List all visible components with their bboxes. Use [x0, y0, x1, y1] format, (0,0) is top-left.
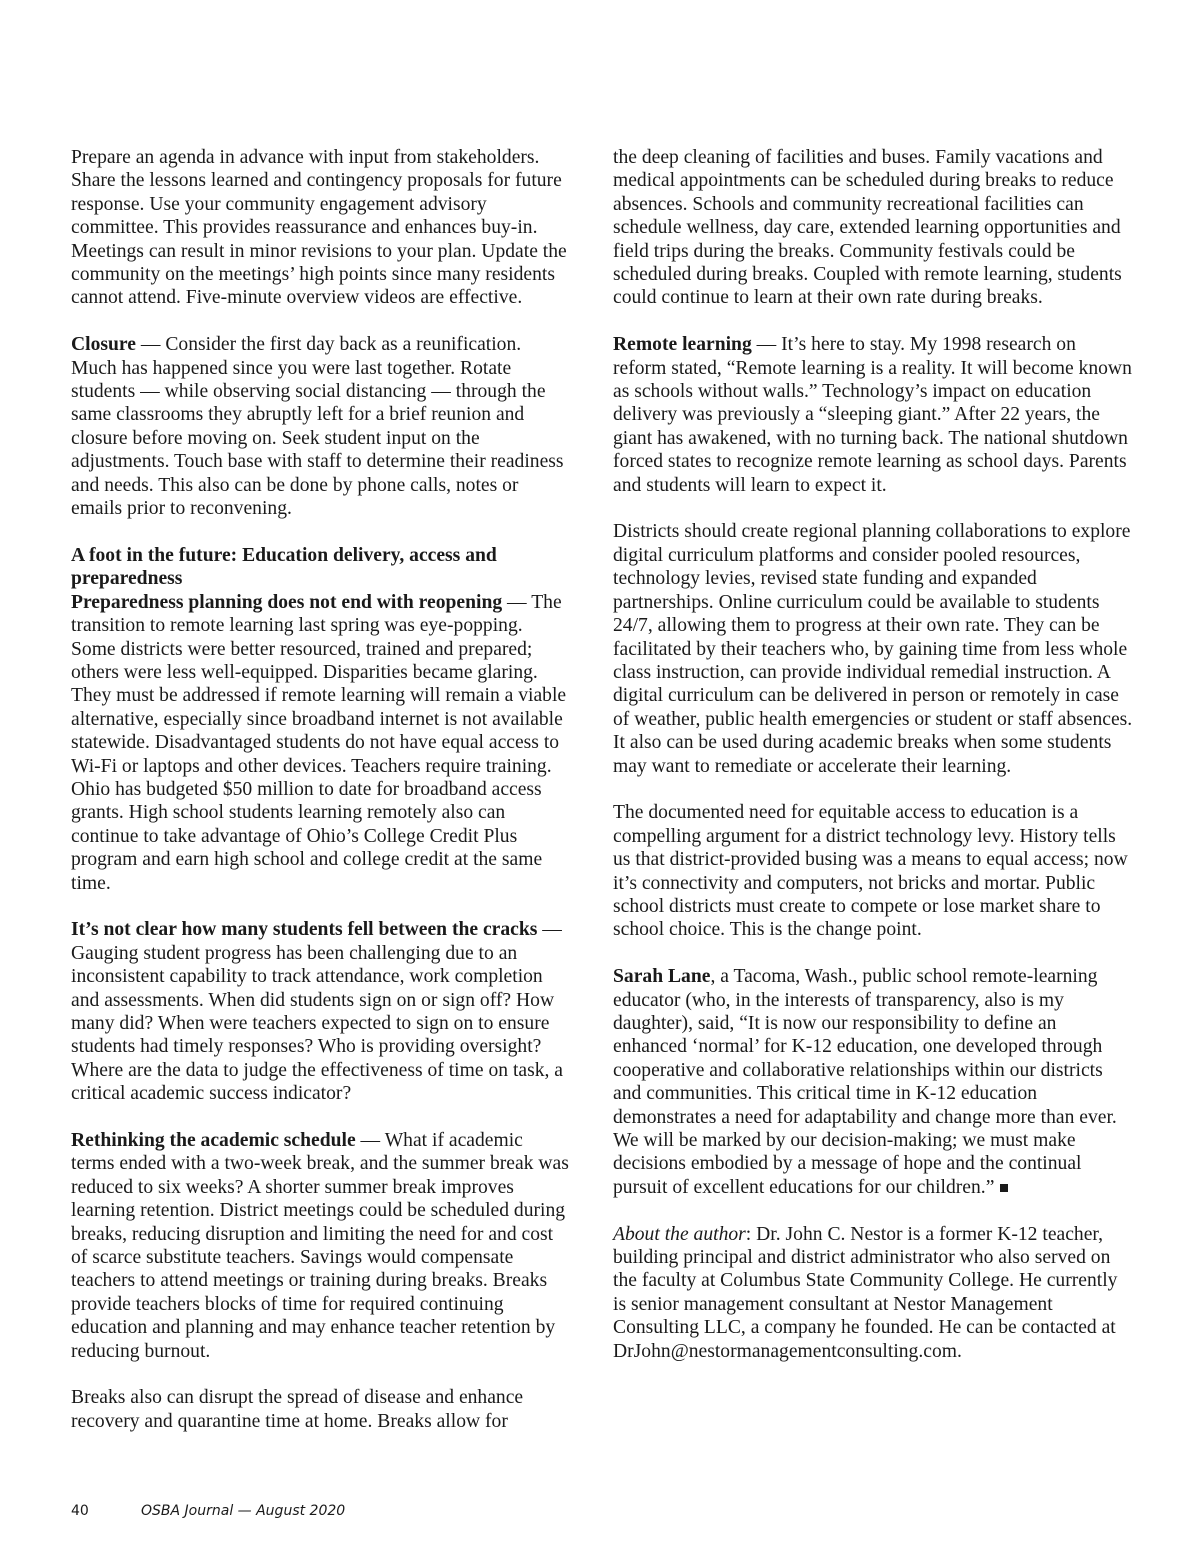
- breaks-paragraph: Breaks also can disrupt the spread of disease and enhance recovery and quarantine time at home. Breaks allow for: [71, 1387, 524, 1432]
- about-author-lead: About the author: [613, 1223, 746, 1245]
- sarah-lane-lead: Sarah Lane: [613, 966, 711, 988]
- districts-paragraph: Districts should create regional planning collaborations to explore digital curriculum platforms and consider pooled resources, technology levies, revised state funding and expanded partnerships. Online curriculum could be available to students 24/7, allowing them to progress at their own rate. They can be facilitated by their teachers who, by gaining time from less whole class instruction, can provide individual remedial instruction. A digital curriculum can be delivered in person or remotely in case of weather, public health emergencies or student or staff absences. It also can be used during academic breaks when some students may want to remediate or accelerate their learning.: [613, 521, 1133, 777]
- cracks-lead: It’s not clear how many students fell between the cracks: [71, 919, 538, 941]
- sarah-lane-paragraph: [613, 965, 1133, 1199]
- closure-paragraph: [71, 333, 571, 520]
- preparedness-paragraph: [71, 591, 571, 895]
- page-number: 40: [71, 1503, 89, 1519]
- sarah-lane-text: , a Tacoma, Wash., public school remote-learning educator (who, in the interests of transparency, also is my daughter), said, “It is now our responsibility to define an enhanced ‘normal’ for K-12 education, one developed through cooperative and collaborative relationships within our districts and communities. This critical time in K-12 education demonstrates a need for adaptability and change more than ever. We will be marked by our decision-making; we must make decisions embodied by a message of hope and the continual pursuit of excellent educations for our children.”: [613, 966, 1117, 1198]
- schedule-lead: Rethinking the academic schedule: [71, 1130, 356, 1151]
- schedule-text: — What if academic terms ended with a two-week break, and the summer break was reduced to six weeks? A shorter summer break improves learning retention. District meetings could be scheduled during breaks, reducing disruption and limiting the need for and cost of scarce substitute teachers. Savings would compensate teachers to attend meetings or training during breaks. Breaks provide teachers blocks of time for required continuing education and planning and may enhance teacher retention by reducing burnout.: [71, 1130, 569, 1362]
- about-author-text: : Dr. John C. Nestor is a former K-12 teacher, building principal and district administrator who also served on the faculty at Columbus State Community College. He currently is senior management consultant at Nestor Management Consulting LLC, a company he founded. He can be contacted at DrJohn@nestormanagementconsulting.com.: [613, 1223, 1118, 1362]
- facilities-paragraph: the deep cleaning of facilities and buses. Family vacations and medical appointments can be scheduled during breaks to reduce absences. Schools and community recreational facilities can schedule wellness, day care, extended learning opportunities and field trips during the breaks. Community festivals could be scheduled during breaks. Coupled with remote learning, students could continue to learn at their own rate during breaks.: [613, 147, 1122, 309]
- right-column: [613, 146, 1133, 1363]
- closure-text: — Consider the first day back as a reunification. Much has happened since you were last together. Rotate students — while observing social distancing — through the same classrooms they abruptly left for a brief reunion and closure before moving on. Seek student input on the adjustments. Touch base with staff to determine their readiness and needs. This also can be done by phone calls, notes or emails prior to reconvening.: [71, 334, 564, 520]
- cracks-text: — Gauging student progress has been challenging due to an inconsistent capability to track attendance, work completion and assessments. When did students sign on or sign off? How many did? When were teachers expected to sign on to ensure students had timely responses? Who is providing oversight? Where are the data to judge the effectiveness of time on task, a critical academic success indicator?: [71, 919, 563, 1105]
- remote-learning-lead: Remote learning: [613, 334, 752, 356]
- remote-learning-paragraph: [613, 333, 1133, 497]
- section-heading: A foot in the future: Education delivery, access and preparedness: [71, 544, 497, 590]
- preparedness-lead: Preparedness planning does not end with reopening: [71, 591, 503, 613]
- page-footer: [71, 1503, 345, 1519]
- journal-name: OSBA Journal — August 2020: [141, 1503, 346, 1519]
- documented-need-paragraph: The documented need for equitable access to education is a compelling argument for a district technology levy. History tells us that district-provided busing was a means to equal access; now it’s connectivity and computers, not bricks and mortar. Public school districts must create to compete or lose market share to school choice. This is the change point.: [613, 802, 1128, 941]
- end-of-article-icon: [1000, 1184, 1008, 1192]
- remote-learning-text: — It’s here to stay. My 1998 research on reform stated, “Remote learning is a reality. It will become known as schools without walls.” Technology’s impact on education delivery was previously a “sleeping giant.” After 22 years, the giant has awakened, with no turning back. The national shutdown forced states to recognize remote learning as school days. Parents and students will learn to expect it.: [613, 334, 1132, 496]
- closure-lead: Closure: [71, 334, 136, 356]
- left-column: [71, 146, 571, 1433]
- cracks-paragraph: [71, 918, 571, 1105]
- about-author-paragraph: [613, 1223, 1133, 1363]
- schedule-paragraph: [71, 1129, 571, 1363]
- preparedness-text: — The transition to remote learning last spring was eye-popping. Some districts were better resourced, trained and prepared; others were less well-equipped. Disparities became glaring. They must be addressed if remote learning will remain a viable alternative, especially since broadband internet is not available statewide. Disadvantaged students do not have equal access to Wi-Fi or laptops and other devices. Teachers require training. Ohio has budgeted $50 million to date for broadband access grants. High school students learning remotely also can continue to take advantage of Ohio’s College Credit Plus program and earn high school and college credit at the same time.: [71, 591, 567, 894]
- agenda-paragraph: Prepare an agenda in advance with input from stakeholders. Share the lessons learned and contingency proposals for future response. Use your community engagement advisory committee. This provides reassurance and enhances buy-in. Meetings can result in minor revisions to your plan. Update the community on the meetings’ high points since many residents cannot attend. Five-minute overview videos are effective.: [71, 147, 567, 309]
